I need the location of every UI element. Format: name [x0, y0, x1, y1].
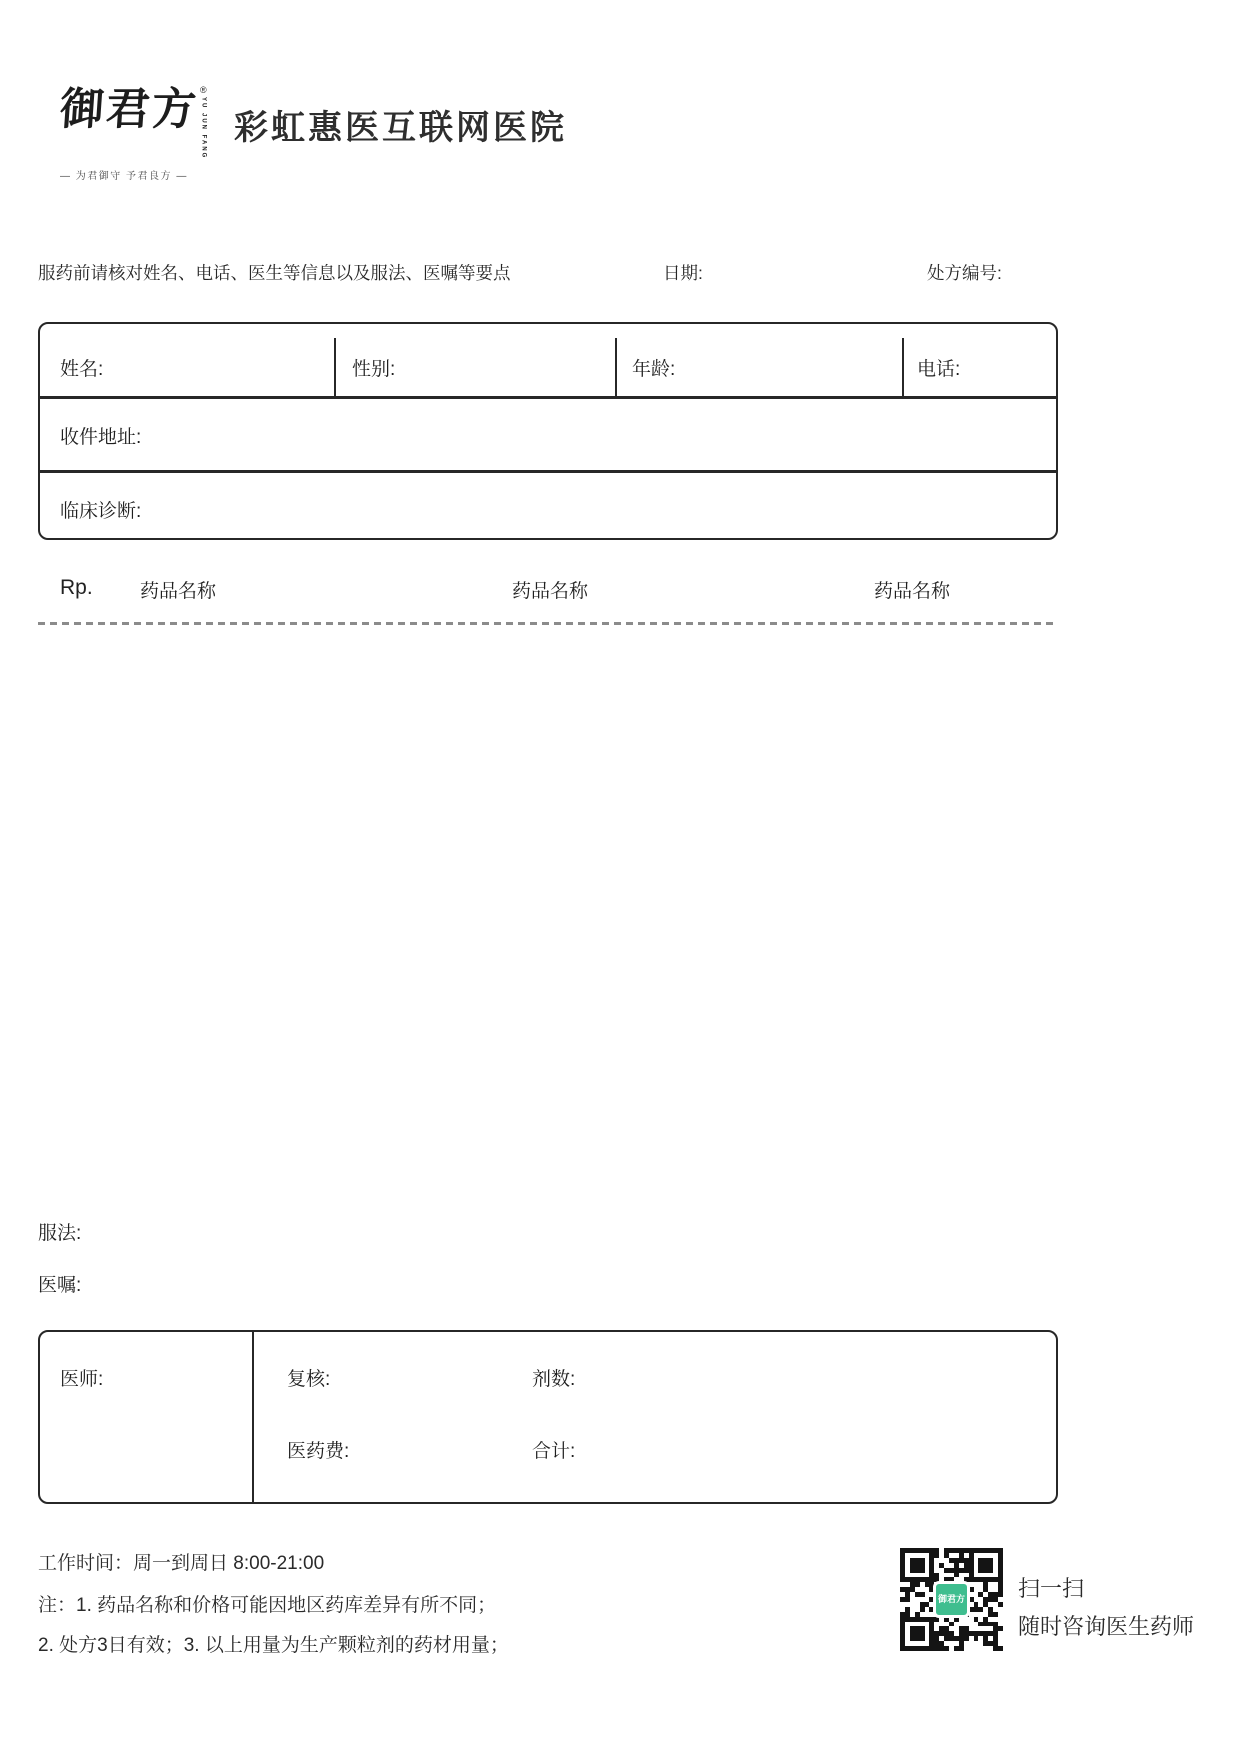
column-divider — [902, 338, 904, 396]
patient-age-label: 年龄: — [632, 359, 676, 380]
qr-center-logo-text: 御君方 — [937, 1593, 965, 1604]
drug-name-column-header: 药品名称 — [512, 581, 589, 602]
date-field-label: 日期: — [663, 263, 703, 283]
patient-phone-label: 电话: — [917, 359, 961, 380]
clinical-diagnosis-label: 临床诊断: — [60, 501, 142, 522]
doctor-advice-label: 医嘱: — [38, 1275, 82, 1296]
qr-center-logo — [933, 1581, 970, 1618]
column-divider — [615, 338, 617, 396]
column-divider — [334, 338, 336, 396]
column-divider — [252, 1332, 254, 1502]
patient-name-label: 姓名: — [60, 359, 104, 380]
signature-fee-box — [38, 1330, 1058, 1504]
logo-pinyin-vertical: YU JUN FANG — [200, 97, 207, 160]
rx-number-field-label: 处方编号: — [927, 263, 1002, 283]
row-divider — [40, 396, 1056, 399]
rx-table-dashed-divider — [38, 622, 1058, 625]
patient-gender-label: 性别: — [352, 359, 396, 380]
qr-code-block — [900, 1548, 1003, 1651]
rp-label: Rp. — [60, 576, 93, 599]
doses-count-label: 剂数: — [532, 1369, 576, 1390]
drug-name-column-header: 药品名称 — [874, 581, 951, 602]
work-time-note: 工作时间：周一到周日 8:00-21:00 — [38, 1553, 325, 1574]
hospital-title: 彩虹惠医互联网医院 — [234, 109, 567, 147]
logo-tagline: — 为君御守 予君良方 — — [60, 171, 188, 183]
scan-hint-subtitle: 随时咨询医生药师 — [1018, 1614, 1195, 1639]
scan-hint-title: 扫一扫 — [1018, 1576, 1085, 1601]
rx-table-header — [0, 576, 1240, 604]
drug-name-column-header: 药品名称 — [140, 581, 217, 602]
logo-wordmark: 御君方 — [58, 84, 200, 135]
usage-method-label: 服法: — [38, 1223, 82, 1244]
footnote-line-2: 2. 处方3日有效；3. 以上用量为生产颗粒剂的药材用量； — [38, 1635, 509, 1656]
patient-address-label: 收件地址: — [60, 427, 142, 448]
medicine-fee-label: 医药费: — [287, 1441, 350, 1462]
patient-info-box — [38, 322, 1058, 540]
notice-row — [0, 260, 1240, 286]
review-label: 复核: — [287, 1369, 331, 1390]
pre-use-notice: 服药前请核对姓名、电话、医生等信息以及服法、医嘱等要点 — [38, 263, 511, 283]
footnote-line-1: 注：1. 药品名称和价格可能因地区药库差异有所不同； — [38, 1595, 497, 1616]
doctor-signature-label: 医师: — [60, 1369, 104, 1390]
total-label: 合计: — [532, 1441, 576, 1462]
row-divider — [40, 470, 1056, 473]
registered-trademark-icon: ® — [200, 85, 207, 95]
brand-logo — [60, 86, 210, 182]
